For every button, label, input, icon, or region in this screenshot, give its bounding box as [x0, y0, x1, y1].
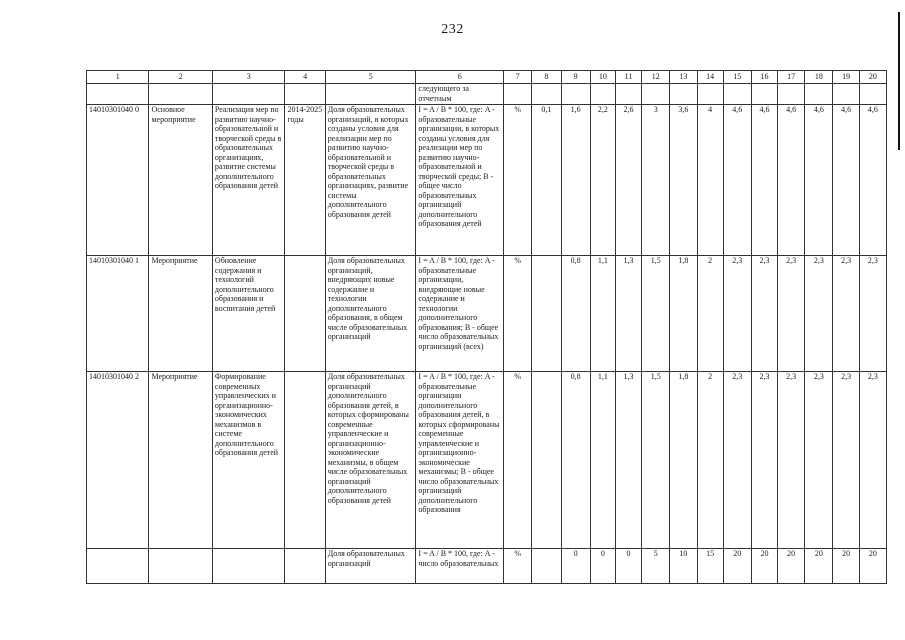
value-cell: 1,5: [642, 256, 670, 372]
value-cell: 2,6: [615, 105, 641, 256]
formula-cell: I = A / B * 100, где: A - образовательные организации дополнительного образования детей, в которых сформированы современные управленческие и организационно-экономические механизмы; B - общее число образовательных организаций дополнительного образования: [416, 372, 504, 549]
column-header-9: 9: [561, 71, 590, 84]
name-cell: [212, 84, 285, 105]
value-cell: 4,6: [833, 105, 859, 256]
value-cell: 15: [697, 549, 723, 584]
type-cell: Мероприятие: [149, 372, 212, 549]
column-header-8: 8: [532, 71, 561, 84]
column-header-1: 1: [87, 71, 149, 84]
value-cell: 2,2: [590, 105, 615, 256]
indicator-cell: [325, 84, 416, 105]
column-header-14: 14: [697, 71, 723, 84]
value-cell: [532, 256, 561, 372]
value-cell: 3,6: [670, 105, 697, 256]
name-cell: [212, 549, 285, 584]
value-cell: 0,8: [561, 256, 590, 372]
value-cell: [778, 84, 805, 105]
value-cell: 5: [642, 549, 670, 584]
column-header-4: 4: [285, 71, 325, 84]
name-cell: Обновление содержания и технологий дополнительного образования и воспитания детей: [212, 256, 285, 372]
formula-cell: I = A / B * 100, где: A - число образовательных: [416, 549, 504, 584]
value-cell: 4,6: [859, 105, 886, 256]
value-cell: 4,6: [723, 105, 751, 256]
formula-cell: I = A / B * 100, где: A - образовательные организации, в которых созданы условия для реализации мер по развитию научно-образовательной и творческой среды; B - общее число образовательных организаций дополнительного образования детей: [416, 105, 504, 256]
column-header-7: 7: [504, 71, 532, 84]
value-cell: 2,3: [859, 256, 886, 372]
value-cell: [532, 372, 561, 549]
value-cell: 4,6: [778, 105, 805, 256]
value-cell: 1,1: [590, 256, 615, 372]
column-header-15: 15: [723, 71, 751, 84]
value-cell: 20: [805, 549, 833, 584]
indicator-cell: Доля образовательных организаций, в которых созданы условия для реализации мер по развитию научно-образовательной и творческой среды в образовательных организациях, развитие системы дополнительного образования детей: [325, 105, 416, 256]
value-cell: 2: [697, 256, 723, 372]
formula-cell: I = A / B * 100, где: A - образовательные организации, внедряющие новые содержание и технологии дополнительного образования; B - общее число образовательных организаций (всех): [416, 256, 504, 372]
type-cell: [149, 549, 212, 584]
period-cell: [285, 84, 325, 105]
column-header-5: 5: [325, 71, 416, 84]
column-header-2: 2: [149, 71, 212, 84]
value-cell: 20: [859, 549, 886, 584]
value-cell: 2,3: [859, 372, 886, 549]
column-header-3: 3: [212, 71, 285, 84]
unit-cell: %: [504, 256, 532, 372]
value-cell: 1,8: [670, 372, 697, 549]
value-cell: 4,6: [751, 105, 777, 256]
value-cell: [697, 84, 723, 105]
value-cell: 10: [670, 549, 697, 584]
table-row: [87, 256, 887, 372]
code-cell: [87, 84, 149, 105]
column-header-20: 20: [859, 71, 886, 84]
value-cell: 2,3: [778, 372, 805, 549]
unit-cell: %: [504, 372, 532, 549]
value-cell: 2,3: [805, 256, 833, 372]
value-cell: [532, 549, 561, 584]
value-cell: 20: [723, 549, 751, 584]
indicator-cell: Доля образовательных организаций: [325, 549, 416, 584]
value-cell: 2,3: [723, 256, 751, 372]
continuation-row: [87, 84, 887, 105]
value-cell: [859, 84, 886, 105]
indicator-cell: Доля образовательных организаций, внедряющих новые содержание и технологии дополнительного образования, в общем числе образовательных организаций: [325, 256, 416, 372]
value-cell: 20: [833, 549, 859, 584]
name-cell: Реализация мер по развитию научно-образовательной и творческой среды в образовательных организациях, развитие системы дополнительного образования детей: [212, 105, 285, 256]
column-header-17: 17: [778, 71, 805, 84]
name-cell: Формирование современных управленческих и организационно-экономических механизмов в системе дополнительного образования детей: [212, 372, 285, 549]
value-cell: 20: [778, 549, 805, 584]
value-cell: 0,8: [561, 372, 590, 549]
value-cell: 2,3: [778, 256, 805, 372]
value-cell: 1,5: [642, 372, 670, 549]
period-cell: 2014-2025 годы: [285, 105, 325, 256]
value-cell: 0: [590, 549, 615, 584]
value-cell: 2,3: [833, 256, 859, 372]
value-cell: 0,1: [532, 105, 561, 256]
table-row: [87, 105, 887, 256]
formula-cell: следующего за отчетным: [416, 84, 504, 105]
value-cell: 1,1: [590, 372, 615, 549]
value-cell: 3: [642, 105, 670, 256]
column-header-16: 16: [751, 71, 777, 84]
value-cell: [642, 84, 670, 105]
value-cell: 2,3: [805, 372, 833, 549]
value-cell: [561, 84, 590, 105]
column-header-10: 10: [590, 71, 615, 84]
value-cell: 2: [697, 372, 723, 549]
table-row: [87, 372, 887, 549]
column-header-12: 12: [642, 71, 670, 84]
value-cell: 1,3: [615, 372, 641, 549]
period-cell: [285, 372, 325, 549]
column-header-6: 6: [416, 71, 504, 84]
page-number: 232: [441, 22, 464, 37]
column-header-11: 11: [615, 71, 641, 84]
indicator-cell: Доля образовательных организаций дополнительного образования детей, в которых сформированы современные управленческие и организационно-экономические механизмы, в общем числе образовательных организаций дополнительного образования детей: [325, 372, 416, 549]
type-cell: [149, 84, 212, 105]
page-edge-mark: [898, 12, 900, 150]
value-cell: 20: [751, 549, 777, 584]
value-cell: [532, 84, 561, 105]
unit-cell: %: [504, 105, 532, 256]
value-cell: 2,3: [833, 372, 859, 549]
table-row: [87, 549, 887, 584]
type-cell: Мероприятие: [149, 256, 212, 372]
value-cell: [670, 84, 697, 105]
column-header-13: 13: [670, 71, 697, 84]
period-cell: [285, 549, 325, 584]
value-cell: 1,3: [615, 256, 641, 372]
unit-cell: %: [504, 549, 532, 584]
value-cell: 0: [561, 549, 590, 584]
value-cell: 1,8: [670, 256, 697, 372]
value-cell: [805, 84, 833, 105]
period-cell: [285, 256, 325, 372]
value-cell: 2,3: [751, 372, 777, 549]
column-header-19: 19: [833, 71, 859, 84]
code-cell: [87, 549, 149, 584]
code-cell: 14010301040 2: [87, 372, 149, 549]
unit-cell: [504, 84, 532, 105]
code-cell: 14010301040 0: [87, 105, 149, 256]
value-cell: 2,3: [751, 256, 777, 372]
program-activities-table: [86, 70, 887, 584]
value-cell: [590, 84, 615, 105]
column-header-18: 18: [805, 71, 833, 84]
value-cell: 4,6: [805, 105, 833, 256]
header-row: [87, 71, 887, 84]
value-cell: [615, 84, 641, 105]
code-cell: 14010301040 1: [87, 256, 149, 372]
value-cell: 2,3: [723, 372, 751, 549]
value-cell: 1,6: [561, 105, 590, 256]
type-cell: Основное мероприятие: [149, 105, 212, 256]
value-cell: [833, 84, 859, 105]
value-cell: 0: [615, 549, 641, 584]
value-cell: [723, 84, 751, 105]
value-cell: 4: [697, 105, 723, 256]
value-cell: [751, 84, 777, 105]
